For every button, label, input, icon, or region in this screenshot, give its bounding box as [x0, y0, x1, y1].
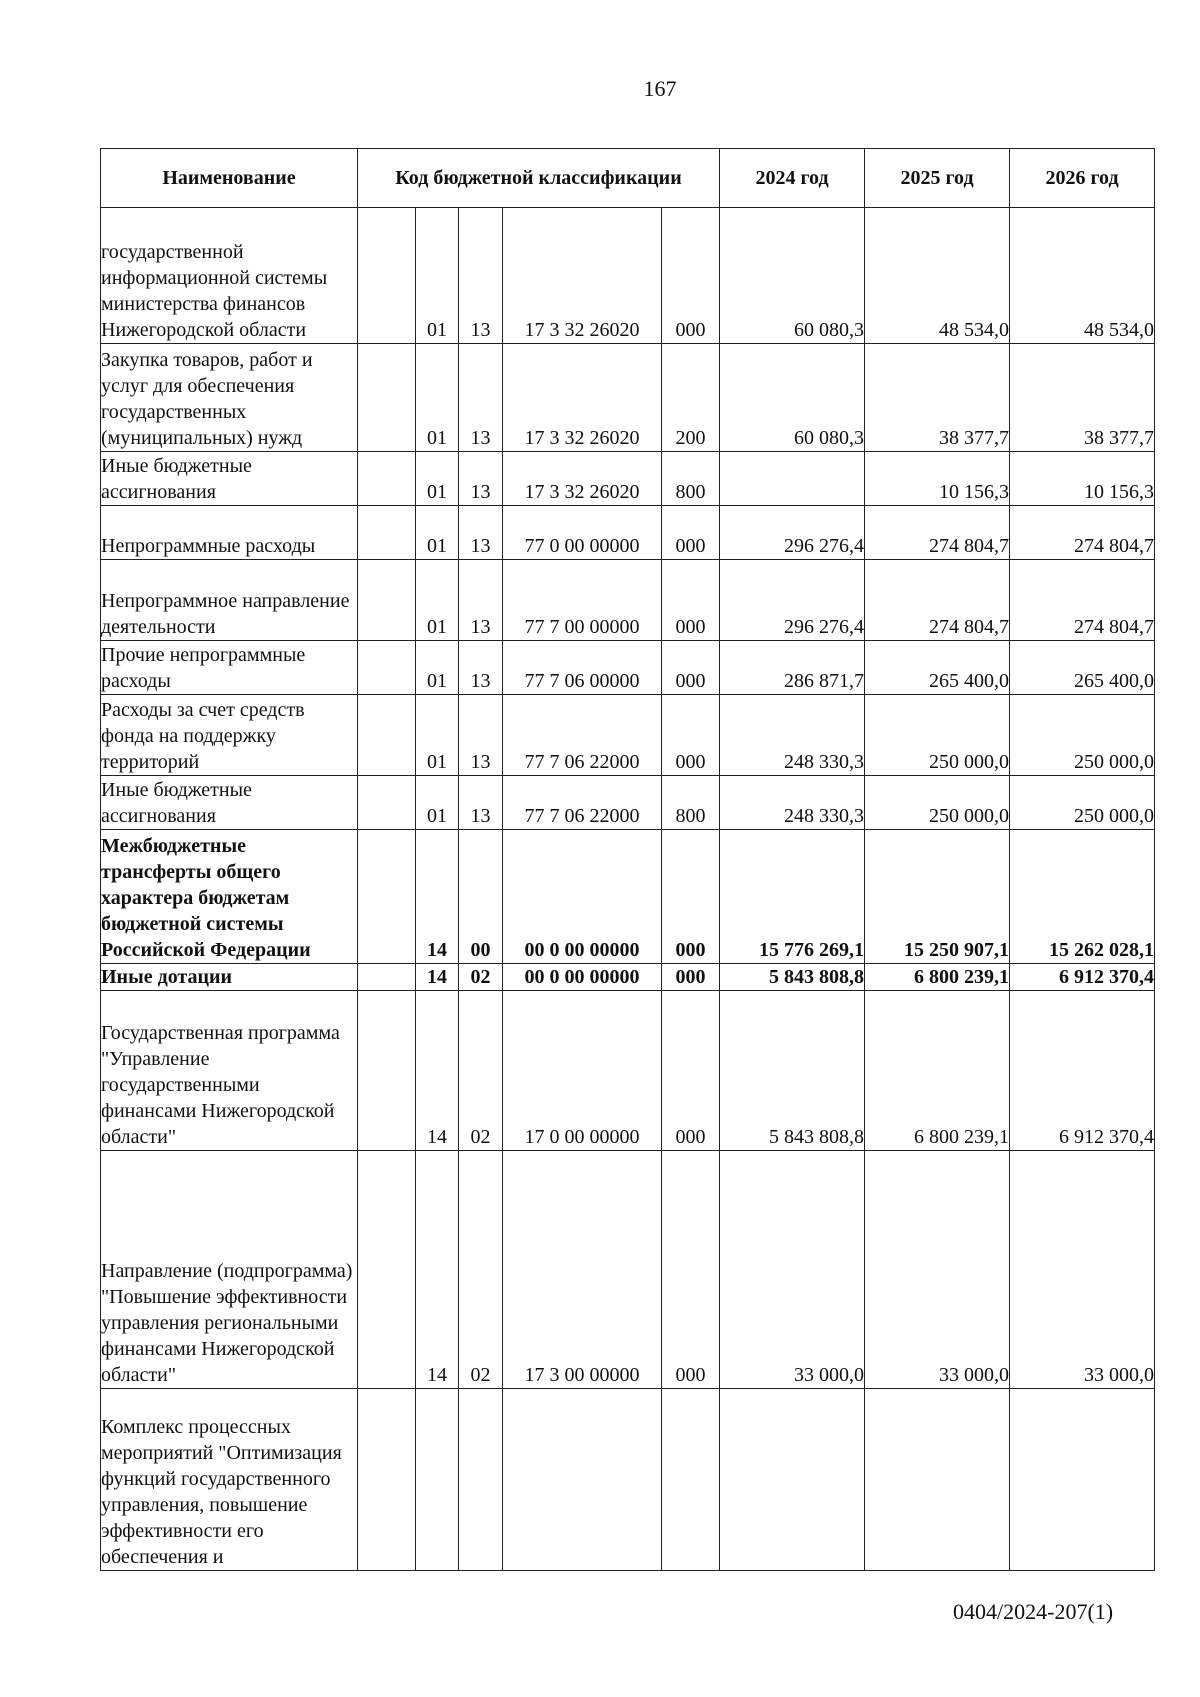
code-section: 01: [416, 695, 459, 776]
code-col-1: [358, 776, 416, 830]
code-expense-type: 000: [662, 830, 720, 964]
code-target: 77 7 06 00000: [503, 641, 662, 695]
row-name: Непрограммные расходы: [101, 506, 358, 560]
row-name: Комплекс процессных мероприятий "Оптимизация функций государственного управления, повышение эффективности его обеспечения и: [101, 1389, 358, 1571]
value-2026: 6 912 370,4: [1010, 991, 1155, 1151]
code-subsection: 13: [459, 560, 503, 641]
value-2024: 296 276,4: [720, 506, 865, 560]
header-name: Наименование: [101, 149, 358, 208]
code-expense-type: 000: [662, 991, 720, 1151]
value-2025: [865, 1389, 1010, 1571]
code-expense-type: 000: [662, 208, 720, 344]
code-expense-type: 200: [662, 344, 720, 452]
value-2024: 60 080,3: [720, 344, 865, 452]
code-section: 14: [416, 1151, 459, 1389]
code-target: 77 7 00 00000: [503, 560, 662, 641]
code-col-1: [358, 964, 416, 991]
code-expense-type: 000: [662, 641, 720, 695]
code-section: 14: [416, 964, 459, 991]
code-expense-type: 000: [662, 695, 720, 776]
table-row: [101, 641, 1155, 695]
code-target: 77 7 06 22000: [503, 695, 662, 776]
code-section: 01: [416, 776, 459, 830]
value-2025: 265 400,0: [865, 641, 1010, 695]
value-2025: 250 000,0: [865, 695, 1010, 776]
row-name: Иные бюджетные ассигнования: [101, 776, 358, 830]
code-target: 17 3 32 26020: [503, 344, 662, 452]
code-section: 01: [416, 641, 459, 695]
value-2025: 6 800 239,1: [865, 964, 1010, 991]
table-row: [101, 695, 1155, 776]
value-2024: 286 871,7: [720, 641, 865, 695]
row-name: Государственная программа "Управление государственными финансами Нижегородской области": [101, 991, 358, 1151]
table-row: [101, 830, 1155, 964]
code-section: 14: [416, 830, 459, 964]
code-section: 01: [416, 344, 459, 452]
code-section: 01: [416, 208, 459, 344]
value-2026: 250 000,0: [1010, 695, 1155, 776]
value-2025: 274 804,7: [865, 560, 1010, 641]
value-2026: 48 534,0: [1010, 208, 1155, 344]
row-name: Расходы за счет средств фонда на поддержку территорий: [101, 695, 358, 776]
table-row: [101, 776, 1155, 830]
table-row: [101, 991, 1155, 1151]
table-row: [101, 208, 1155, 344]
value-2024: 60 080,3: [720, 208, 865, 344]
code-expense-type: 800: [662, 452, 720, 506]
code-subsection: 02: [459, 1151, 503, 1389]
code-subsection: 13: [459, 641, 503, 695]
row-name: Прочие непрограммные расходы: [101, 641, 358, 695]
value-2024: 248 330,3: [720, 695, 865, 776]
row-name: Закупка товаров, работ и услуг для обеспечения государственных (муниципальных) нужд: [101, 344, 358, 452]
value-2026: 6 912 370,4: [1010, 964, 1155, 991]
value-2026: 38 377,7: [1010, 344, 1155, 452]
code-section: 01: [416, 452, 459, 506]
code-subsection: [459, 1389, 503, 1571]
code-target: 00 0 00 00000: [503, 964, 662, 991]
code-subsection: 02: [459, 991, 503, 1151]
code-section: 14: [416, 991, 459, 1151]
header-2025: 2025 год: [865, 149, 1010, 208]
row-name: государственной информационной системы министерства финансов Нижегородской области: [101, 208, 358, 344]
code-col-1: [358, 344, 416, 452]
value-2025: 274 804,7: [865, 506, 1010, 560]
table-row: [101, 1389, 1155, 1571]
code-expense-type: 000: [662, 506, 720, 560]
code-col-1: [358, 506, 416, 560]
code-subsection: 13: [459, 695, 503, 776]
code-col-1: [358, 452, 416, 506]
value-2025: 10 156,3: [865, 452, 1010, 506]
code-col-1: [358, 641, 416, 695]
row-name: Межбюджетные трансферты общего характера бюджетам бюджетной системы Российской Федерации: [101, 830, 358, 964]
budget-table: [100, 148, 1155, 1571]
code-subsection: 02: [459, 964, 503, 991]
code-target: [503, 1389, 662, 1571]
code-subsection: 00: [459, 830, 503, 964]
value-2024: 248 330,3: [720, 776, 865, 830]
value-2026: [1010, 1389, 1155, 1571]
code-subsection: 13: [459, 344, 503, 452]
value-2024: 33 000,0: [720, 1151, 865, 1389]
value-2026: 15 262 028,1: [1010, 830, 1155, 964]
value-2025: 38 377,7: [865, 344, 1010, 452]
document-number: 0404/2024-207(1): [953, 1599, 1114, 1624]
code-expense-type: 000: [662, 560, 720, 641]
header-row: [101, 149, 1155, 208]
code-expense-type: 000: [662, 1151, 720, 1389]
row-name: Иные бюджетные ассигнования: [101, 452, 358, 506]
code-section: 01: [416, 506, 459, 560]
code-col-1: [358, 208, 416, 344]
header-code: Код бюджетной классификации: [358, 149, 720, 208]
header-2024: 2024 год: [720, 149, 865, 208]
value-2025: 6 800 239,1: [865, 991, 1010, 1151]
code-target: 17 3 32 26020: [503, 208, 662, 344]
value-2024: [720, 1389, 865, 1571]
code-expense-type: 000: [662, 964, 720, 991]
code-target: 17 0 00 00000: [503, 991, 662, 1151]
code-col-1: [358, 560, 416, 641]
value-2025: 48 534,0: [865, 208, 1010, 344]
value-2026: 274 804,7: [1010, 506, 1155, 560]
code-expense-type: [662, 1389, 720, 1571]
code-subsection: 13: [459, 208, 503, 344]
value-2026: 33 000,0: [1010, 1151, 1155, 1389]
code-col-1: [358, 1151, 416, 1389]
value-2025: 250 000,0: [865, 776, 1010, 830]
code-col-1: [358, 830, 416, 964]
value-2024: 296 276,4: [720, 560, 865, 641]
code-subsection: 13: [459, 776, 503, 830]
page-number: 167: [643, 76, 677, 101]
code-expense-type: 800: [662, 776, 720, 830]
code-target: 77 0 00 00000: [503, 506, 662, 560]
table-row: [101, 506, 1155, 560]
value-2026: 250 000,0: [1010, 776, 1155, 830]
row-name: Иные дотации: [101, 964, 358, 991]
row-name: Направление (подпрограмма) "Повышение эффективности управления региональными финансами Нижегородской области": [101, 1151, 358, 1389]
value-2026: 10 156,3: [1010, 452, 1155, 506]
code-section: [416, 1389, 459, 1571]
table-row: [101, 964, 1155, 991]
code-target: 77 7 06 22000: [503, 776, 662, 830]
value-2026: 265 400,0: [1010, 641, 1155, 695]
table-row: [101, 344, 1155, 452]
value-2026: 274 804,7: [1010, 560, 1155, 641]
value-2025: 15 250 907,1: [865, 830, 1010, 964]
code-target: 00 0 00 00000: [503, 830, 662, 964]
table-row: [101, 1151, 1155, 1389]
header-2026: 2026 год: [1010, 149, 1155, 208]
code-col-1: [358, 991, 416, 1151]
value-2024: [720, 452, 865, 506]
code-section: 01: [416, 560, 459, 641]
row-name: Непрограммное направление деятельности: [101, 560, 358, 641]
code-target: 17 3 32 26020: [503, 452, 662, 506]
code-subsection: 13: [459, 452, 503, 506]
table-row: [101, 560, 1155, 641]
value-2025: 33 000,0: [865, 1151, 1010, 1389]
code-subsection: 13: [459, 506, 503, 560]
value-2024: 15 776 269,1: [720, 830, 865, 964]
code-col-1: [358, 695, 416, 776]
code-target: 17 3 00 00000: [503, 1151, 662, 1389]
value-2024: 5 843 808,8: [720, 964, 865, 991]
code-col-1: [358, 1389, 416, 1571]
table-row: [101, 452, 1155, 506]
value-2024: 5 843 808,8: [720, 991, 865, 1151]
